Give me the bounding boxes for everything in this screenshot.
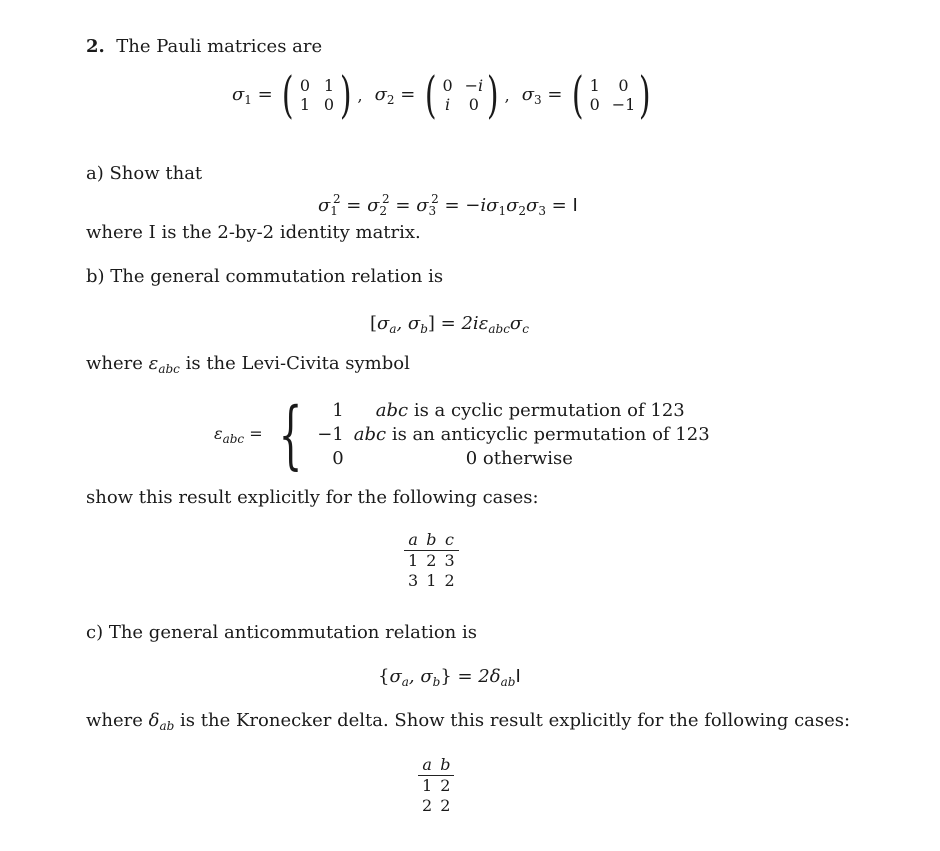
table-header: c: [440, 530, 458, 551]
pauli-matrices: [232, 66, 663, 124]
case-value: −1: [317, 424, 344, 445]
left-paren: (: [424, 66, 437, 124]
commutation-equation: [$\sigma_a$, $\sigma_b] = 2i\varepsilon_{abc}\sigma_c$: [370, 313, 529, 336]
right-paren: ): [487, 66, 499, 124]
anticommutation-equation: {$\sigma_a$, $\sigma_b\} = 2\delta_{ab}I$: [378, 666, 521, 689]
table-cell: 1: [426, 571, 437, 590]
table-cell: 1: [408, 551, 419, 570]
pauli-matrix-3: [521, 66, 655, 124]
case-condition: abc is an anticyclic permutation of 123: [353, 424, 710, 445]
part-a-equation: $\sigma_1^2 = \sigma_2^2 = \sigma_3^2 = -i\sigma_1\sigma_2\sigma_3 = I$: [318, 192, 578, 218]
problem-number: 2.: [86, 36, 105, 57]
levi-civita-sentence: where $\varepsilon_{abc}$ is the Levi-Civita symbol: [86, 353, 410, 376]
part-a-note: where I is the 2-by-2 identity matrix.: [86, 222, 421, 243]
matrix-separator: ,: [504, 85, 510, 105]
levi-civita-definition: [214, 392, 710, 478]
case-condition: abc is a cyclic permutation of 123: [375, 400, 685, 421]
case-condition: 0 otherwise: [465, 448, 573, 469]
matrix-cells: [441, 76, 484, 114]
part-c-label: c) The general anticommutation relation is: [86, 622, 477, 643]
problem-intro: The Pauli matrices are: [116, 36, 323, 57]
pauli-matrices-row: [232, 66, 663, 124]
matrix-cell: 0: [323, 95, 335, 114]
cases-table-abc: [404, 530, 459, 591]
table-cell: 1: [422, 776, 433, 795]
matrix-cell: 0: [299, 76, 311, 95]
table-cell: 2: [444, 571, 455, 590]
matrix-cells: [298, 76, 336, 114]
right-paren: ): [339, 66, 352, 124]
matrix-cell: 0: [589, 95, 600, 114]
matrix-cell: 0: [442, 76, 453, 95]
problem-heading: [86, 36, 322, 58]
matrix-cell: 0: [618, 76, 629, 95]
left-brace: {: [278, 392, 302, 478]
matrix-label: $\sigma_1$ =: [232, 83, 279, 107]
levi-civita-cases: [314, 399, 710, 471]
matrix-cell: 1: [299, 95, 311, 114]
part-b-label: b) The general commutation relation is: [86, 266, 444, 287]
matrix-cell: −1: [611, 95, 636, 114]
part-b-table: [404, 530, 459, 591]
table-header: a: [404, 530, 422, 551]
table-cell: 2: [422, 796, 433, 815]
table-cell: 3: [408, 571, 419, 590]
table-row: [418, 776, 454, 797]
table-header: b: [436, 755, 454, 776]
table-row: [404, 571, 459, 591]
table-header: a: [418, 755, 436, 776]
table-row: [404, 551, 459, 572]
matrix-cell: −i: [464, 76, 484, 95]
left-paren: (: [572, 66, 584, 124]
table-cell: 2: [440, 796, 451, 815]
table-cell: 3: [444, 551, 455, 570]
table-cell: 2: [440, 776, 451, 795]
matrix-cell: 1: [323, 76, 335, 95]
left-paren: (: [282, 66, 295, 124]
matrix-cell: i: [445, 95, 451, 114]
matrix-cells: [588, 76, 636, 114]
right-paren: ): [639, 66, 651, 124]
matrix-cell: 1: [589, 76, 600, 95]
matrix-separator: ,: [357, 85, 363, 105]
table-cell: 2: [426, 551, 437, 570]
matrix-label: $\sigma_2$ =: [374, 83, 422, 107]
table-header: b: [422, 530, 440, 551]
part-b-show-text: show this result explicitly for the following cases:: [86, 487, 539, 508]
epsilon-label: $\varepsilon_{abc}$ =: [214, 424, 263, 446]
case-value: 1: [332, 400, 344, 421]
pauli-matrix-2: [374, 66, 514, 124]
part-a-label: a) Show that: [86, 163, 203, 184]
pauli-matrix-1: [232, 66, 367, 124]
part-c-table: [418, 755, 454, 816]
cases-table-ab: [418, 755, 454, 816]
matrix-label: $\sigma_3$ =: [521, 83, 569, 107]
matrix-cell: 0: [468, 95, 479, 114]
part-c-note: where $\delta_{ab}$ is the Kronecker delta. Show this result explicitly for the following cases:: [86, 710, 851, 733]
case-value: 0: [332, 448, 344, 469]
table-row: [418, 796, 454, 816]
